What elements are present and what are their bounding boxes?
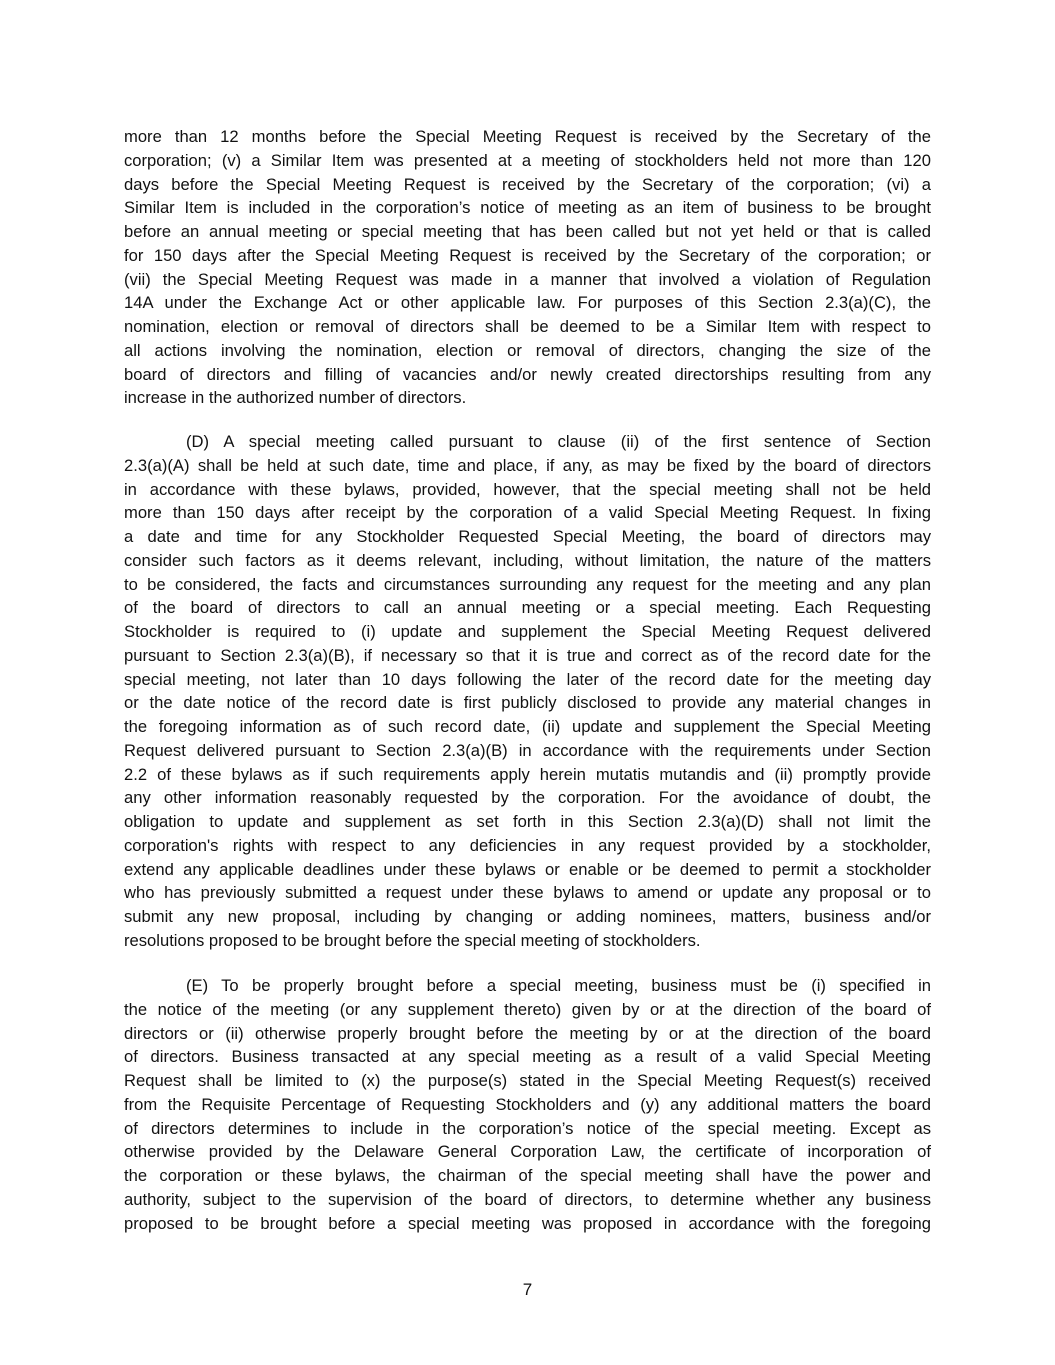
text-line: 2.3(a)(A) shall be held at such date, time and place, if any, as may be fixed by the board of directors [124,455,931,475]
text-line: authority, subject to the supervision of the board of directors, to determine whether any business [124,1189,931,1209]
text-line: Request delivered pursuant to Section 2.3(a)(B) in accordance with the requirements under Section [124,740,931,760]
text-line: who has previously submitted a request under these bylaws to amend or update any proposal or to [124,883,931,903]
text-line: 14A under the Exchange Act or other applicable law. For purposes of this Section 2.3(a)(C), the [124,293,931,313]
text-line: special meeting, not later than 10 days following the later of the record date for the meeting day [124,669,931,689]
text-line: from the Requisite Percentage of Requesting Stockholders and (y) any additional matters the board [124,1094,931,1114]
text-line: (E) To be properly brought before a special meeting, business must be (i) specified in [186,976,931,995]
text-line: (vii) the Special Meeting Request was made in a manner that involved a violation of Regulation [124,269,931,289]
text-line: the corporation or these bylaws, the chairman of the special meeting shall have the power and [124,1166,931,1185]
text-line: of directors determines to include in the corporation’s notice of the special meeting. Except as [124,1118,931,1138]
text-line: the foregoing information as of such record date, (ii) update and supplement the Special Meeting [124,717,931,736]
text-line: increase in the authorized number of directors. [124,388,467,408]
text-line: a date and time for any Stockholder Requested Special Meeting, the board of directors may [124,527,931,546]
text-line: Stockholder is required to (i) update and supplement the Special Meeting Request delivered [124,622,931,641]
page-number: 7 [522,1280,533,1299]
text-line: all actions involving the nomination, election or removal of directors, changing the size of the [124,340,931,360]
text-line: submit any new proposal, including by changing or adding nominees, matters, business and/or [124,907,931,926]
text-line: directors or (ii) otherwise properly brought before the meeting by or at the direction of the board [124,1023,931,1043]
text-line: or the date notice of the record date is first publicly disclosed to provide any material changes in [124,693,931,713]
text-line: 2.2 of these bylaws as if such requirements apply herein mutatis mutandis and (ii) promptly provide [124,764,931,784]
text-line: board of directors and filling of vacancies and/or newly created directorships resulting from any [124,364,931,384]
text-line: extend any applicable deadlines under these bylaws or enable or be deemed to permit a stockholder [124,859,931,879]
text-line: more than 150 days after receipt by the corporation of a valid Special Meeting Request. In fixing [124,503,931,523]
text-line: nomination, election or removal of directors shall be deemed to be a Similar Item with respect to [124,317,931,336]
text-line: corporation's rights with respect to any deficiencies in any request provided by a stockholder, [124,835,931,855]
text-line: to be considered, the facts and circumstances surrounding any request for the meeting and any plan [124,574,931,594]
paragraph-d [124,430,931,953]
text-line: more than 12 months before the Special Meeting Request is received by the Secretary of the [124,127,931,146]
text-line: proposed to be brought before a special meeting was proposed in accordance with the foregoing [124,1213,931,1233]
text-line: otherwise provided by the Delaware General Corporation Law, the certificate of incorporation of [124,1142,931,1162]
text-line: obligation to update and supplement as set forth in this Section 2.3(a)(D) shall not limit the [124,812,931,831]
text-line: any other information reasonably requested by the corporation. For the avoidance of doubt, the [124,788,931,808]
paragraph-e [124,974,931,1235]
paragraph-c-continued [124,125,931,410]
text-line: Request shall be limited to (x) the purpose(s) stated in the Special Meeting Request(s) received [124,1071,931,1090]
text-line: for 150 days after the Special Meeting Request is received by the Secretary of the corporation; or [124,245,931,265]
text-line: before an annual meeting or special meeting that has been called but not yet held or that is called [124,222,931,241]
text-line: corporation; (v) a Similar Item was presented at a meeting of stockholders held not more than 120 [124,150,931,170]
text-line: (D) A special meeting called pursuant to clause (ii) of the first sentence of Section [186,432,931,451]
text-line: of the board of directors to call an annual meeting or a special meeting. Each Requesting [124,598,931,618]
text-line: of directors. Business transacted at any special meeting as a result of a valid Special Meeting [124,1047,931,1067]
text-line: resolutions proposed to be brought before the special meeting of stockholders. [124,930,701,950]
text-line: in accordance with these bylaws, provided, however, that the special meeting shall not be held [124,479,931,499]
text-line: Similar Item is included in the corporation’s notice of meeting as an item of business to be brought [124,198,931,218]
text-line: pursuant to Section 2.3(a)(B), if necessary so that it is true and correct as of the record date for the [124,645,931,665]
text-line: the notice of the meeting (or any supplement thereto) given by or at the direction of the board of [124,999,931,1019]
text-line: consider such factors as it deems relevant, including, without limitation, the nature of the matters [124,550,931,570]
text-line: days before the Special Meeting Request is received by the Secretary of the corporation; (vi) a [124,174,931,194]
